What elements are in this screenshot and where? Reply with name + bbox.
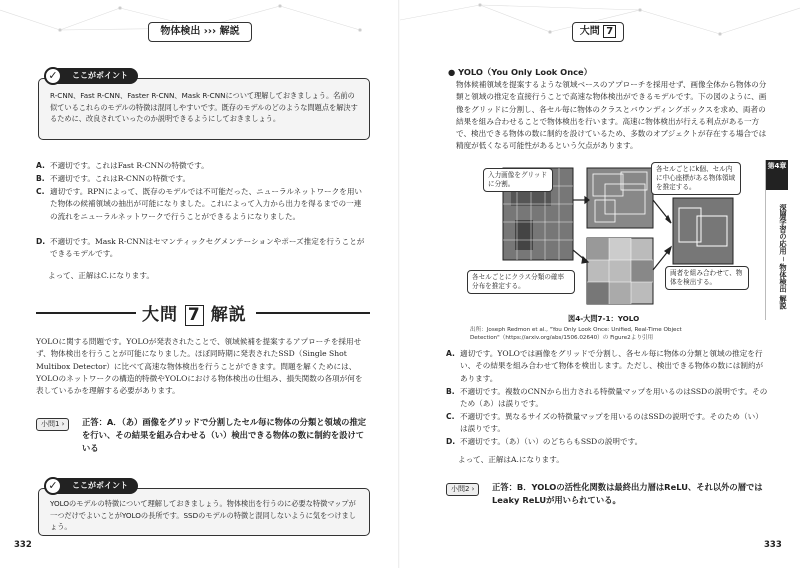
small-question-answer: 正答：A．（あ）画像をグリッドで分割したセル毎に物体の分類と領域の推定を行い、その結果を組み合わせる（い）検出できる物体の数に制約を設けている — [82, 417, 367, 453]
answer-text: 不適切です。複数のCNNから出力される特徴量マップを用いるのはSSDの説明です。そのため（あ）は誤りです。 — [460, 387, 768, 409]
yolo-figure — [472, 160, 765, 310]
answer-key: D. — [446, 437, 456, 446]
section-title — [142, 300, 247, 326]
section-bullet-title: ● YOLO（You Only Look Once） — [448, 67, 592, 77]
key-point-text: YOLOのモデルの特徴について理解しておきましょう。物体検出を行うのに必要な特徴マップが一つだけでよいことがYOLOの長所です。SSDのモデルの特徴と混同しないように気をつけましょう。 — [50, 499, 356, 531]
chapter-side-tab — [765, 160, 787, 320]
callout-class: 各セルごとにクラス分類の確率分布を推定する。 — [467, 270, 575, 294]
answer-key: D. — [36, 237, 46, 246]
answer-text: 不適切です。（あ）（い）のどちらもSSDの説明です。 — [460, 437, 643, 446]
answer-d — [446, 436, 768, 448]
conclusion-text: よって、正解はA.になります。 — [458, 455, 564, 464]
intro-paragraph: YOLOに関する問題です。YOLOが発表されたことで、領域候補を提案するアプローチを採用せず、物体検出を行うことが可能になりました。ほぼ同時期に発表されたSSD（Single Shot Multibox Detector）に比べて高速な物体検出を行うことができます。問題を解くためには、YOLOのネットワークの構造的特徴やYOLOにおける物体検出の仕組み、損失関数の各項が何を表しているかを理解する必要があります。 — [36, 337, 363, 396]
key-point-label: ここがポイント — [50, 478, 138, 494]
section-header-tag: 物体検出 ››› 解説 — [148, 22, 252, 42]
answer-a — [36, 160, 366, 172]
answer-key: B. — [446, 387, 455, 396]
answer-text: 不適切です。Mask R-CNNはセマンティックセグメンテーションやポーズ推定を行うことができるモデルです。 — [50, 237, 365, 259]
title-prefix: 大問 — [142, 305, 178, 325]
answer-key: A. — [446, 349, 455, 358]
callout-bbox: 各セルごとにk個、セル内に中心座標がある物体領域を推定する。 — [651, 162, 741, 195]
figure-source: 出所：Joseph Redmon et al., "You Only Look Once: Unified, Real-Time Object Detection"（https://arxiv.org/abs/1506.02640）の Figure2より引用 — [470, 327, 682, 341]
answer-key: A. — [36, 161, 45, 170]
small-question-tag: 小問2 › — [446, 483, 479, 496]
callout-combine: 両者を組み合わせて、物体を検出する。 — [665, 266, 749, 290]
question-header-tag — [572, 22, 624, 42]
page-number: 333 — [764, 540, 782, 550]
yolo-paragraph: 物体候補領域を提案するような領域ベースのアプローチを採用せず、画像全体から物体の分類と領域の推定を直接行うことで高速な物体検出ができるモデルです。下の図のように、画像をグリッドに分割し、各セル毎に物体のクラスとバウンディングボックスを求め、両者の結果を組み合わせることで物体検出を行います。高速に物体検出が行える利点がある一方で、検出できる物体の数に制約を設けているため、多数のオブジェクトが存在する場合では精度が低くなる可能性があるという欠点があります。 — [456, 80, 767, 151]
answer-d — [36, 236, 366, 261]
answer-text: 不適切です。これはR-CNNの特徴です。 — [50, 174, 191, 183]
page-number: 332 — [14, 540, 32, 550]
title-number: 7 — [185, 305, 204, 326]
title-rule-right — [256, 312, 370, 314]
key-point-text: R-CNN、Fast R-CNN、Faster R-CNN、Mask R-CNNについて理解しておきましょう。名前の似ているこれらのモデルの特徴は混同しやすいです。既存のモデルのどのような問題点を解決するために、改良されていったのか説明できるようにしておきましょう。 — [50, 91, 358, 123]
answer-key: C. — [36, 187, 45, 196]
key-point-label: ここがポイント — [50, 68, 138, 84]
answer-text: 不適切です。異なるサイズの特徴量マップを用いるのはSSDの説明です。そのため（い）は誤りです。 — [460, 412, 763, 434]
check-icon: ✓ — [44, 477, 62, 495]
dog-shape — [515, 220, 533, 250]
chapter-label: 深層学習の応用 ─ 物体検出 解説 — [779, 204, 788, 310]
figure-caption: 図4-大問7-1：YOLO — [568, 314, 640, 323]
answer-b — [446, 386, 768, 411]
answer-text: 不適切です。これはFast R-CNNの特徴です。 — [50, 161, 209, 170]
header-prefix: 大問 — [579, 26, 600, 37]
answer-text: 適切です。YOLOでは画像をグリッドで分割し、各セル毎に物体の分類と領域の推定を行い、その結果を組み合わせて物体を検出します。ただし、検出できる物体の数には制約があります。 — [460, 349, 764, 383]
title-suffix: 解説 — [210, 305, 247, 325]
bbox-image — [587, 168, 653, 228]
check-icon: ✓ — [44, 67, 62, 85]
answer-text: 適切です。RPNによって、既存のモデルでは不可能だった、ニューラルネットワークを用いた物体の候補領域の抽出が可能になりました。これによって入力から出力を得るまでの一連の流れをニューラルネットワークで行うことができるようになりました。 — [50, 187, 363, 221]
small-question-answer: 正答：B．YOLOの活性化関数は最終出力層はReLU、それ以外の層ではLeaky ReLUが用いられている。 — [492, 482, 763, 505]
header-number: 7 — [603, 25, 616, 38]
answer-b — [36, 173, 366, 185]
callout-grid: 入力画像をグリッドに分割。 — [483, 168, 553, 192]
answer-key: C. — [446, 412, 455, 421]
answer-key: B. — [36, 174, 45, 183]
conclusion-text: よって、正解はC.になります。 — [48, 271, 154, 280]
answer-a — [446, 348, 768, 385]
title-rule-left — [36, 312, 136, 314]
small-question-tag: 小問1 › — [36, 418, 69, 431]
answer-c — [36, 186, 366, 223]
chapter-badge: 第4章 — [766, 160, 788, 190]
answer-c — [446, 411, 768, 436]
